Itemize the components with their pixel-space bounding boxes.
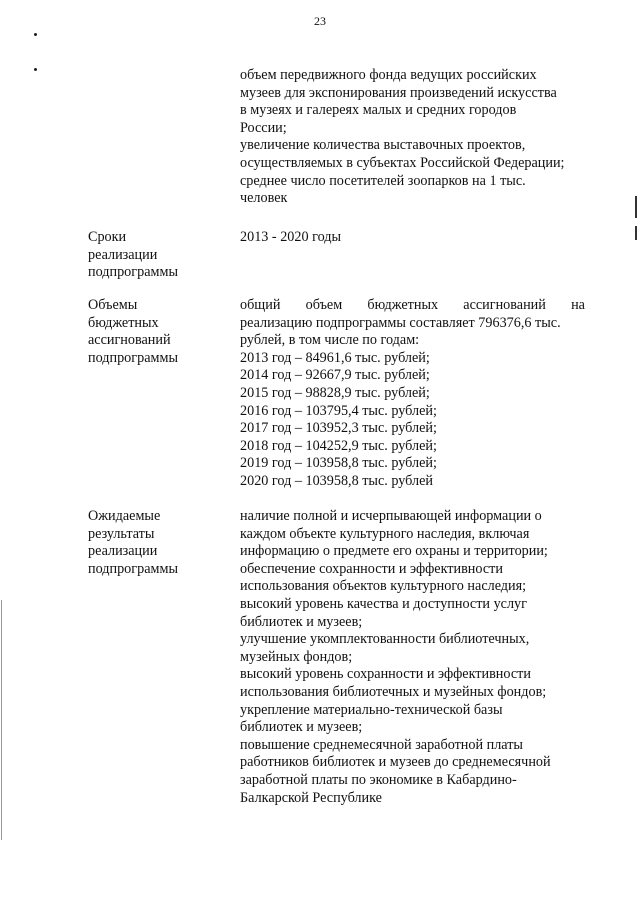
- word: на: [571, 297, 585, 313]
- budget-year-line: 2015 год – 98828,9 тыс. рублей;: [240, 384, 430, 401]
- word: общий: [240, 297, 281, 313]
- justified-line: [240, 297, 585, 315]
- text-line: в музеях и галереях малых и средних городов: [240, 102, 517, 119]
- text-line: увеличение количества выставочных проектов,: [240, 137, 526, 154]
- scan-dot: [34, 33, 37, 36]
- budget-year-line: 2016 год – 103795,4 тыс. рублей;: [240, 402, 437, 419]
- scan-edge-mark: [635, 196, 637, 218]
- budget-year-line: 2017 год – 103952,3 тыс. рублей;: [240, 420, 437, 437]
- text-line: повышение среднемесячной заработной платы: [240, 736, 523, 753]
- text-line: 2013 - 2020 годы: [240, 229, 342, 245]
- text-line: использования объектов культурного наследия;: [240, 578, 527, 595]
- label-line: ассигнований: [88, 332, 171, 349]
- budget-year-line: 2020 год – 103958,8 тыс. рублей: [240, 472, 433, 489]
- budget-year-line: 2019 год – 103958,8 тыс. рублей;: [240, 455, 437, 472]
- label-line: реализации: [88, 246, 158, 263]
- text-line: музеев для экспонирования произведений искусства: [240, 84, 557, 101]
- section-label-period: [88, 229, 228, 282]
- text-line: высокий уровень качества и доступности услуг: [240, 595, 527, 612]
- label-line: Объемы: [88, 297, 138, 313]
- label-line: результаты: [88, 525, 155, 542]
- word: бюджетных: [367, 297, 439, 313]
- section-label-results: [88, 508, 228, 578]
- scan-edge-mark: [635, 226, 637, 240]
- text-line: библиотек и музеев;: [240, 719, 363, 736]
- text-line: реализацию подпрограммы составляет 796376,6 тыс.: [240, 314, 561, 331]
- text-line: России;: [240, 119, 287, 136]
- word: ассигнований: [463, 297, 546, 313]
- text-line: музейных фондов;: [240, 648, 353, 665]
- text-line: объем передвижного фонда ведущих российских: [240, 67, 537, 83]
- text-line: использования библиотечных и музейных фондов;: [240, 683, 547, 700]
- word: объем: [305, 297, 343, 313]
- label-line: подпрограммы: [88, 560, 178, 577]
- text-line: высокий уровень сохранности и эффективности: [240, 666, 531, 683]
- budget-year-line: 2014 год – 92667,9 тыс. рублей;: [240, 367, 430, 384]
- intro-text: [240, 67, 585, 208]
- section-label-budget: [88, 297, 228, 367]
- budget-year-line: 2018 год – 104252,9 тыс. рублей;: [240, 437, 437, 454]
- text-line: рублей, в том числе по годам:: [240, 332, 420, 349]
- text-line: заработной платы по экономике в Кабардино-: [240, 771, 517, 788]
- text-line: улучшение укомплектованности библиотечных,: [240, 631, 530, 648]
- budget-year-line: 2013 год – 84961,6 тыс. рублей;: [240, 349, 430, 366]
- label-line: Ожидаемые: [88, 508, 161, 524]
- label-line: подпрограммы: [88, 264, 178, 281]
- scan-dot: [34, 68, 37, 71]
- label-line: Сроки: [88, 229, 127, 245]
- label-line: подпрограммы: [88, 349, 178, 366]
- label-line: бюджетных: [88, 314, 159, 331]
- section-value-period: [240, 229, 585, 247]
- text-line: библиотек и музеев;: [240, 613, 363, 630]
- text-line: Балкарской Республике: [240, 789, 382, 806]
- text-line: среднее число посетителей зоопарков на 1 тыс.: [240, 172, 526, 189]
- scan-edge-mark: [1, 600, 2, 840]
- text-line: работников библиотек и музеев до среднемесячной: [240, 754, 551, 771]
- label-line: реализации: [88, 543, 158, 560]
- text-line: обеспечение сохранности и эффективности: [240, 560, 503, 577]
- text-line: каждом объекте культурного наследия, включая: [240, 525, 530, 542]
- section-value-budget: [240, 297, 585, 491]
- text-line: человек: [240, 190, 288, 207]
- text-line: информацию о предмете его охраны и территории;: [240, 543, 548, 560]
- text-line: осуществляемых в субъектах Российской Федерации;: [240, 154, 565, 171]
- text-line: наличие полной и исчерпывающей информации о: [240, 508, 542, 524]
- section-value-results: [240, 508, 585, 807]
- page-number: 23: [314, 14, 326, 28]
- text-line: укрепление материально-технической базы: [240, 701, 503, 718]
